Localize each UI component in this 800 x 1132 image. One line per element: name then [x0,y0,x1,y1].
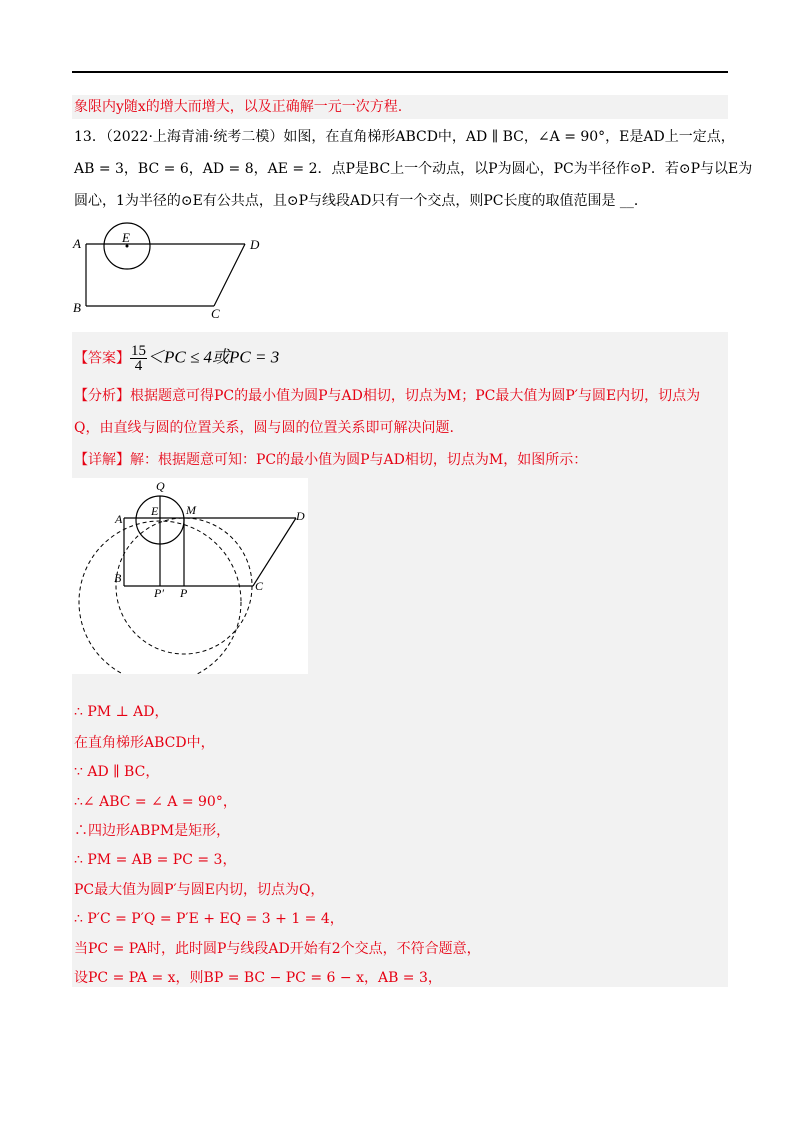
step-4: ∴∠ ABC = ∠ A = 90°， [74,794,237,810]
question-line-1: 13．（2022·上海青浦·统考二模）如图，在直角梯形ABCD中，AD ∥ BC，∠A = 90°，E是AD上一定点， [74,129,735,145]
question-line-2: AB = 3，BC = 6，AD = 8，AE = 2．点P是BC上一个动点，以P为圆心，PC为半径作⊙P．若⊙P与以E为 [74,161,753,177]
step-9: 当PC = PA时，此时圆P与线段AD开始有2个交点，不符合题意， [74,941,481,957]
step-7: PC最大值为圆P′与圆E内切，切点为Q， [74,882,325,898]
fig1-label-b: B [73,300,81,315]
fig2-label-d: D [296,509,305,523]
fig1-label-a: A [73,236,81,251]
fig2-label-e: E [151,504,159,518]
analysis-line-1: 【分析】根据题意可得PC的最小值为圆P与AD相切，切点为M；PC最大值为圆P′与圆E内切，切点为 [74,388,701,404]
figure-trapezoid [70,222,270,322]
analysis-line-2: Q，由直线与圆的位置关系，圆与圆的位置关系即可解决问题. [74,420,454,436]
answer-rest: ＜PC ≤ 4或PC = 3 [147,347,280,367]
step-6: ∴ PM = AB = PC = 3， [74,852,237,868]
step-10: 设PC = PA = x，则BP = BC − PC = 6 − x，AB = 3， [74,970,442,986]
fig2-label-c: C [255,579,264,593]
line-prev-ending: 象限内y随x的增大而增大，以及正确解一元一次方程. [74,99,403,115]
header-rule [72,71,728,73]
fig2-label-q: Q [156,479,165,493]
fig2-label-b: B [114,571,122,585]
step-3: ∵ AD ∥ BC， [74,764,160,780]
fig2-label-a: A [115,512,123,526]
question-line-3: 圆心，1为半径的⊙E有公共点，且⊙P与线段AD只有一个交点，则PC长度的取值范围是 __． [74,193,648,209]
answer-numerator: 15 [131,343,146,359]
step-5: ∴四边形ABPM是矩形， [74,823,231,839]
answer-denominator: 4 [134,358,143,374]
figure-solution [72,478,308,674]
fig1-label-c: C [211,306,220,321]
fig2-label-p-prime: P′ [154,586,164,600]
step-1: ∴ PM ⊥ AD， [74,704,169,720]
step-8: ∴ P′C = P′Q = P′E + EQ = 3 + 1 = 4， [74,911,344,927]
answer-line [74,343,280,374]
fig2-label-p: P [180,586,188,600]
fig2-label-m: M [186,503,196,517]
fig1-label-d: D [250,237,260,252]
detail-line-1: 【详解】解：根据题意可知：PC的最小值为圆P与AD相切，切点为M，如图所示： [74,452,588,468]
fig1-label-e: E [122,230,130,245]
answer-tag: 【答案】 [74,350,130,367]
step-2: 在直角梯形ABCD中， [74,735,215,751]
answer-fraction [130,344,147,373]
